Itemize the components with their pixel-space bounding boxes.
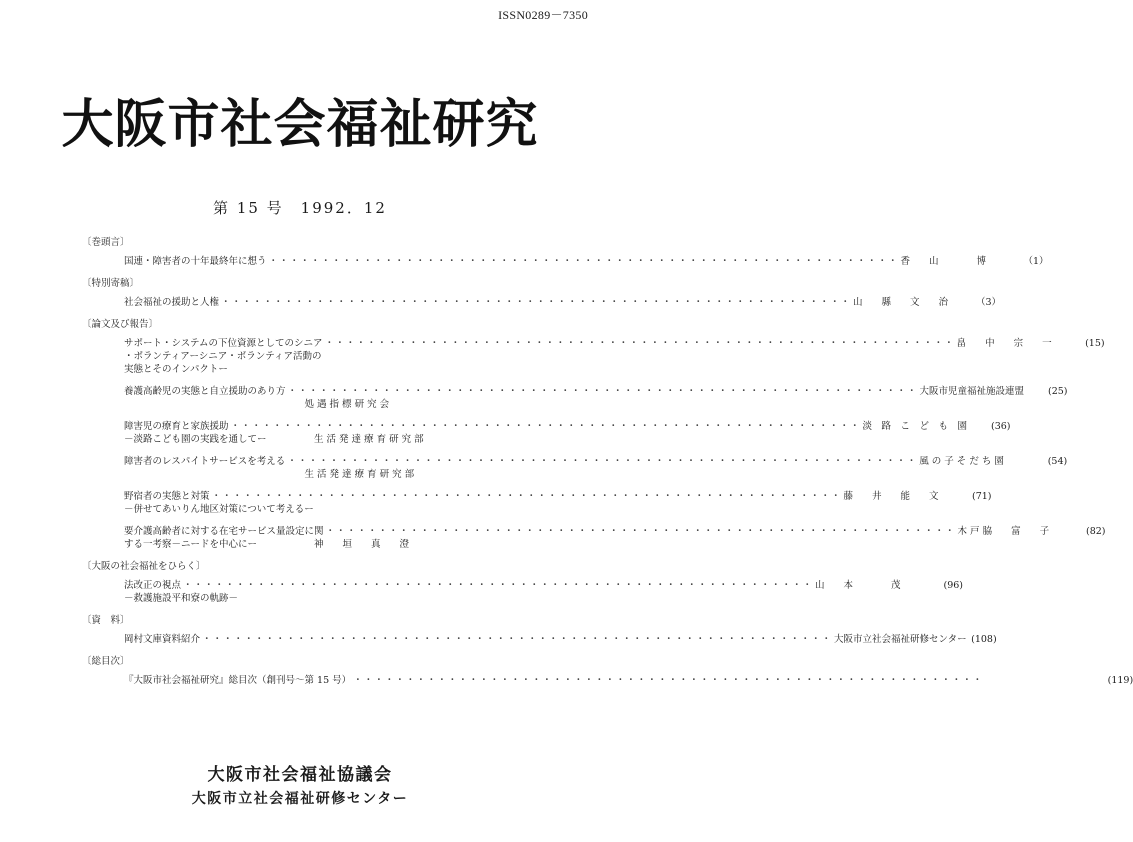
dot-leader: ・・・・・・・・・・・・・・・・・・・・・・・・・・・・・・・・・・・・・・・・・・・・・・・・・・・・・・・・・・・・ [221, 297, 852, 308]
toc-entry [82, 296, 1002, 309]
entry-title: 『大阪市社会福祉研究』総目次（創刊号～第 15 号） [124, 675, 352, 686]
dot-leader: ・・・・・・・・・・・・・・・・・・・・・・・・・・・・・・・・・・・・・・・・・・・・・・・・・・・・・・・・・・・・ [324, 338, 955, 349]
toc-entry-row [124, 296, 1002, 309]
toc-entry [82, 579, 964, 605]
section-heading: 〔特別寄稿〕 [82, 278, 140, 289]
entry-author: 大阪市児童福祉施設連盟 [919, 386, 1025, 397]
entry-page: （3） [975, 297, 1002, 308]
entry-author: 香 山 博 [900, 256, 987, 267]
toc-entry-row [124, 455, 1068, 468]
entry-subtitle: 処 遇 指 標 研 究 会 [124, 399, 390, 410]
toc-section [82, 655, 1133, 687]
entry-title: 障害者のレスパイトサービスを考える [124, 456, 286, 467]
entry-title: サポート・システムの下位資源としてのシニア [124, 338, 323, 349]
dot-leader: ・・・・・・・・・・・・・・・・・・・・・・・・・・・・・・・・・・・・・・・・・・・・・・・・・・・・・・・・・・・・ [287, 456, 918, 467]
entry-page: (54) [1047, 456, 1068, 467]
entry-subtitle: 実態とそのインパクトー [124, 364, 228, 375]
toc-entry-row [124, 579, 964, 592]
entry-subtitle: －救護施設平和寮の軌跡－ [124, 593, 239, 604]
journal-title: 大阪市社会福祉研究 [61, 94, 539, 155]
toc-entry [82, 420, 1011, 446]
section-heading: 〔資 料〕 [82, 615, 130, 626]
toc-entry [82, 674, 1133, 687]
toc-entry-row [124, 525, 1106, 538]
entry-author: 風 の 子 そ だ ち 園 [919, 456, 1004, 467]
entry-author: 大阪市立社会福祉研修センター [834, 634, 967, 645]
entry-title: 養護高齢児の実態と自立援助のあり方 [124, 386, 286, 397]
entry-page: (82) [1086, 526, 1106, 537]
entry-page: (36) [991, 421, 1011, 432]
entry-author: 山 本 茂 [815, 580, 901, 591]
section-heading: 〔論文及び報告〕 [82, 319, 159, 330]
toc-entry [82, 385, 1068, 411]
toc-entry-row [124, 337, 1105, 350]
toc-entry-row [124, 490, 992, 503]
entry-subtitle: ・ボランティアーシニア・ボランティア活動の [124, 351, 322, 362]
entry-subtitle: －併せてあいりん地区対策について考えるー [124, 504, 314, 515]
entry-subtitle: する一考察－ニードを中心にー 神 垣 真 澄 [124, 539, 410, 550]
entry-title: 岡村文庫資料紹介 [124, 634, 201, 645]
dot-leader: ・・・・・・・・・・・・・・・・・・・・・・・・・・・・・・・・・・・・・・・・・・・・・・・・・・・・・・・・・・・・ [287, 386, 918, 397]
entry-author: 藤 井 能 文 [843, 491, 939, 502]
toc-section [82, 236, 1049, 268]
entry-author: 木 戸 脇 富 子 [957, 526, 1050, 537]
entry-subtitle: 生 活 発 達 療 育 研 究 部 [124, 469, 415, 480]
toc-entry-row [124, 385, 1068, 398]
entry-page: (71) [972, 491, 992, 502]
issue-number: 第 15 号 1992．12 [213, 199, 387, 217]
toc-entry-row [124, 633, 997, 646]
entry-title: 社会福祉の援助と人権 [124, 297, 220, 308]
toc-entry [82, 455, 1068, 481]
toc-entry-row [124, 255, 1049, 268]
publisher-name: 大阪市社会福祉協議会 [207, 765, 393, 785]
toc-section [82, 277, 1002, 309]
dot-leader: ・・・・・・・・・・・・・・・・・・・・・・・・・・・・・・・・・・・・・・・・・・・・・・・・・・・・・・・・・・・・ [183, 580, 814, 591]
section-heading: 〔大阪の社会福祉をひらく〕 [82, 561, 206, 572]
toc-section [82, 318, 1106, 551]
section-heading: 〔総目次〕 [82, 656, 130, 667]
entry-page: (119) [1107, 675, 1133, 686]
entry-author: 淡 路 こ ど も 園 [862, 421, 968, 432]
toc-entry-row [124, 420, 1011, 433]
toc-entry [82, 255, 1049, 268]
issn-number: ISSN0289－7350 [498, 8, 588, 22]
entry-title: 法改正の視点 [124, 580, 182, 591]
entry-page: (96) [943, 580, 964, 591]
toc-entry [82, 633, 997, 646]
entry-author: 畠 中 宗 一 [956, 338, 1052, 349]
entry-page: （1） [1023, 256, 1049, 267]
entry-page: (108) [971, 634, 997, 645]
dot-leader: ・・・・・・・・・・・・・・・・・・・・・・・・・・・・・・・・・・・・・・・・・・・・・・・・・・・・・・・・・・・・ [230, 421, 861, 432]
dot-leader: ・・・・・・・・・・・・・・・・・・・・・・・・・・・・・・・・・・・・・・・・・・・・・・・・・・・・・・・・・・・・ [202, 634, 833, 645]
dot-leader: ・・・・・・・・・・・・・・・・・・・・・・・・・・・・・・・・・・・・・・・・・・・・・・・・・・・・・・・・・・・・ [325, 526, 956, 537]
entry-title: 野宿者の実態と対策 [124, 491, 210, 502]
entry-page: (25) [1048, 386, 1068, 397]
entry-author: 山 縣 文 治 [853, 297, 949, 308]
toc-entry [82, 490, 992, 516]
dot-leader: ・・・・・・・・・・・・・・・・・・・・・・・・・・・・・・・・・・・・・・・・・・・・・・・・・・・・・・・・・・・・ [268, 256, 899, 267]
entry-subtitle: －淡路こども園の実践を通してー 生 活 発 達 療 育 研 究 部 [124, 434, 424, 445]
entry-title: 国連・障害者の十年最終年に想う [124, 256, 267, 267]
entry-page: (15) [1085, 338, 1105, 349]
publisher-center: 大阪市立社会福祉研修センター [191, 791, 409, 807]
dot-leader: ・・・・・・・・・・・・・・・・・・・・・・・・・・・・・・・・・・・・・・・・・・・・・・・・・・・・・・・・・・・・ [211, 491, 842, 502]
entry-title: 障害児の療育と家族援助 [124, 421, 229, 432]
entry-title: 要介護高齢者に対する在宅サービス量設定に関 [124, 526, 324, 537]
toc-entry [82, 337, 1105, 376]
dot-leader: ・・・・・・・・・・・・・・・・・・・・・・・・・・・・・・・・・・・・・・・・・・・・・・・・・・・・・・・・・・・・ [353, 675, 984, 686]
toc-entry-row [124, 674, 1133, 687]
toc-section [82, 560, 964, 605]
toc-entry [82, 525, 1106, 551]
toc-section [82, 614, 997, 646]
table-of-contents [82, 236, 1133, 696]
section-heading: 〔巻頭言〕 [82, 237, 130, 248]
